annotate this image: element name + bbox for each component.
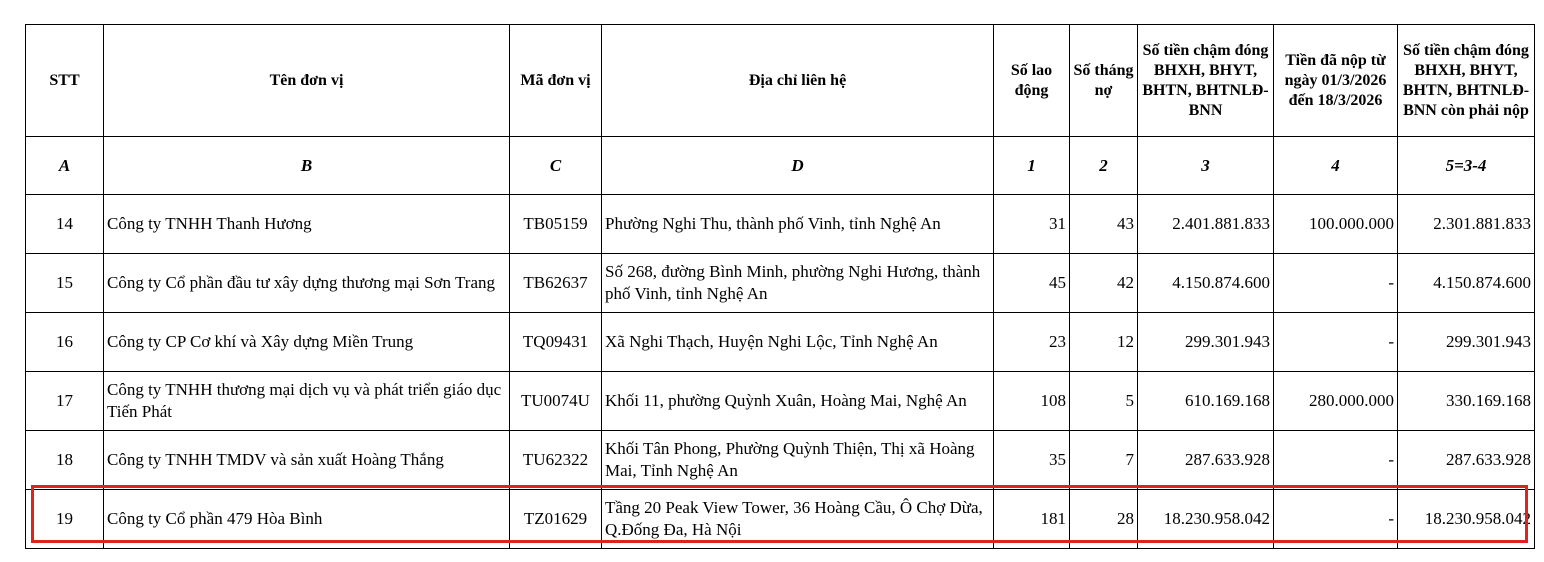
- cell-address: Khối Tân Phong, Phường Quỳnh Thiện, Thị xã Hoàng Mai, Tỉnh Nghệ An: [602, 431, 994, 490]
- cell-late-amount: 287.633.928: [1138, 431, 1274, 490]
- cell-stt: 14: [26, 195, 104, 254]
- cell-workers: 181: [994, 490, 1070, 549]
- header-code: Mã đơn vị: [510, 25, 602, 137]
- cell-paid: 280.000.000: [1274, 372, 1398, 431]
- cell-address: Khối 11, phường Quỳnh Xuân, Hoàng Mai, Nghệ An: [602, 372, 994, 431]
- debt-table: [25, 24, 1535, 549]
- cell-address: Tầng 20 Peak View Tower, 36 Hoàng Cầu, Ô Chợ Dừa, Q.Đống Đa, Hà Nội: [602, 490, 994, 549]
- cell-paid: 100.000.000: [1274, 195, 1398, 254]
- cell-name: Công ty Cổ phần đầu tư xây dựng thương mại Sơn Trang: [104, 254, 510, 313]
- column-code: 1: [994, 137, 1070, 195]
- table-row: [26, 254, 1535, 313]
- column-code: D: [602, 137, 994, 195]
- cell-months: 7: [1070, 431, 1138, 490]
- cell-workers: 45: [994, 254, 1070, 313]
- cell-stt: 15: [26, 254, 104, 313]
- cell-months: 43: [1070, 195, 1138, 254]
- column-code: A: [26, 137, 104, 195]
- header-address: Địa chỉ liên hệ: [602, 25, 994, 137]
- cell-remaining: 2.301.881.833: [1398, 195, 1535, 254]
- cell-remaining: 299.301.943: [1398, 313, 1535, 372]
- cell-paid: -: [1274, 431, 1398, 490]
- table-row-highlighted: [26, 490, 1535, 549]
- column-code-row: [26, 137, 1535, 195]
- cell-months: 42: [1070, 254, 1138, 313]
- column-code: C: [510, 137, 602, 195]
- cell-paid: -: [1274, 313, 1398, 372]
- table-row: [26, 313, 1535, 372]
- column-code: 5=3-4: [1398, 137, 1535, 195]
- cell-name: Công ty TNHH thương mại dịch vụ và phát triển giáo dục Tiến Phát: [104, 372, 510, 431]
- header-stt: STT: [26, 25, 104, 137]
- cell-late-amount: 4.150.874.600: [1138, 254, 1274, 313]
- cell-stt: 18: [26, 431, 104, 490]
- cell-late-amount: 610.169.168: [1138, 372, 1274, 431]
- column-code: 2: [1070, 137, 1138, 195]
- table-row: [26, 431, 1535, 490]
- cell-code: TU62322: [510, 431, 602, 490]
- cell-name: Công ty TNHH Thanh Hương: [104, 195, 510, 254]
- header-remaining: Số tiền chậm đóng BHXH, BHYT, BHTN, BHTNLĐ-BNN còn phải nộp: [1398, 25, 1535, 137]
- header-workers: Số lao động: [994, 25, 1070, 137]
- cell-months: 5: [1070, 372, 1138, 431]
- cell-paid: -: [1274, 490, 1398, 549]
- table-row: [26, 195, 1535, 254]
- cell-remaining: 287.633.928: [1398, 431, 1535, 490]
- cell-workers: 23: [994, 313, 1070, 372]
- cell-code: TB05159: [510, 195, 602, 254]
- header-name: Tên đơn vị: [104, 25, 510, 137]
- cell-late-amount: 18.230.958.042: [1138, 490, 1274, 549]
- cell-code: TZ01629: [510, 490, 602, 549]
- cell-stt: 19: [26, 490, 104, 549]
- cell-workers: 31: [994, 195, 1070, 254]
- cell-late-amount: 299.301.943: [1138, 313, 1274, 372]
- header-row: [26, 25, 1535, 137]
- header-months: Số tháng nợ: [1070, 25, 1138, 137]
- cell-months: 28: [1070, 490, 1138, 549]
- cell-name: Công ty Cổ phần 479 Hòa Bình: [104, 490, 510, 549]
- cell-address: Xã Nghi Thạch, Huyện Nghi Lộc, Tỉnh Nghệ An: [602, 313, 994, 372]
- cell-remaining: 330.169.168: [1398, 372, 1535, 431]
- cell-code: TU0074U: [510, 372, 602, 431]
- cell-late-amount: 2.401.881.833: [1138, 195, 1274, 254]
- cell-name: Công ty CP Cơ khí và Xây dựng Miền Trung: [104, 313, 510, 372]
- cell-remaining: 4.150.874.600: [1398, 254, 1535, 313]
- cell-code: TQ09431: [510, 313, 602, 372]
- cell-months: 12: [1070, 313, 1138, 372]
- column-code: 4: [1274, 137, 1398, 195]
- header-late-amount: Số tiền chậm đóng BHXH, BHYT, BHTN, BHTNLĐ-BNN: [1138, 25, 1274, 137]
- cell-workers: 108: [994, 372, 1070, 431]
- column-code: B: [104, 137, 510, 195]
- cell-paid: -: [1274, 254, 1398, 313]
- cell-code: TB62637: [510, 254, 602, 313]
- column-code: 3: [1138, 137, 1274, 195]
- cell-stt: 17: [26, 372, 104, 431]
- cell-name: Công ty TNHH TMDV và sản xuất Hoàng Thắng: [104, 431, 510, 490]
- table-row: [26, 372, 1535, 431]
- cell-address: Số 268, đường Bình Minh, phường Nghi Hương, thành phố Vinh, tỉnh Nghệ An: [602, 254, 994, 313]
- cell-workers: 35: [994, 431, 1070, 490]
- cell-stt: 16: [26, 313, 104, 372]
- cell-address: Phường Nghi Thu, thành phố Vinh, tỉnh Nghệ An: [602, 195, 994, 254]
- header-paid: Tiền đã nộp từ ngày 01/3/2026 đến 18/3/2026: [1274, 25, 1398, 137]
- cell-remaining: 18.230.958.042: [1398, 490, 1535, 549]
